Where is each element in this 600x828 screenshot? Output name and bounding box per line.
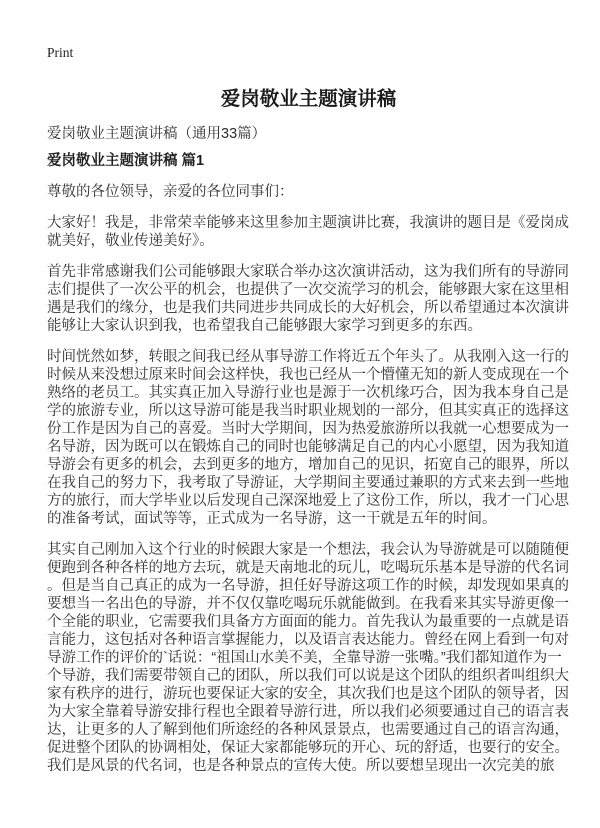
paragraph-salutation: 尊敬的各位领导，亲爱的各位同事们： bbox=[47, 184, 294, 200]
section-heading: 爱岗敬业主题演讲稿 篇1 bbox=[47, 153, 205, 169]
doc-subtitle: 爱岗敬业主题演讲稿（通用33篇） bbox=[47, 126, 267, 142]
paragraph-thanks: 首先非常感谢我们公司能够跟大家联合举办这次演讲活动，这为我们所有的导游同志们提供了一次公平的机会，也提供了一次交流学习的机会，能够跟大家在这里相遇是我们的缘分，也是我们共同进步共同成长的大好机会，所以希望通过本次演讲能够让大家认识到我，也希望我自己能够跟大家学习到更多的东西。 bbox=[47, 264, 569, 334]
page-title: 爱岗敬业主题演讲稿 bbox=[220, 88, 397, 110]
paragraph-guide-skills: 其实自己刚加入这个行业的时候跟大家是一个想法，我会认为导游就是可以随随便便跑到各种各样的地方去玩，就是天南地北的玩儿，吃喝玩乐基本是导游的代名词。但是当自己真正的成为一名导游，担任好导游这项工作的时候，却发现如果真的要想当一名出色的导游，并不仅仅靠吃喝玩乐就能做到。在我看来其实导游更像一个全能的职业，它需要我们具备方方面面的能力。首先我认为最重要的一点就是语言能力，这包括对各种语言掌握能力，以及语言表达能力。曾经在网上看到一句对导游工作的评价的`话说：“祖国山水美不美，全靠导游一张嘴。”我们都知道作为一个导游，我们需要带领自己的团队，所以我们可以说是这个团队的组织者叫组织大家有秩序的进行，游玩也要保证大家的安全，其次我们也是这个团队的领导者，因为大家全靠着导游安排行程也全跟着导游行进，所以我们必须要通过自己的语言表达，让更多的人了解到他们所途经的各种风景景点，也需要通过自己的语言沟通，促进整个团队的协调相处，保证大家都能够玩的开心、玩的舒适，也要行的安全。我们是风景的代名词，也是各种景点的宣传大使。所以要想呈现出一次完美的旅 bbox=[47, 542, 569, 774]
paragraph-career-history: 时间恍然如梦，转眼之间我已经从事导游工作将近五个年头了。从我刚入这一行的时候从来没想过原来时间会这样快，我也已经从一个懵懂无知的新人变成现在一个熟络的老员工。其实真正加入导游行业也是源于一次机缘巧合，因为我本身自己是学的旅游专业，所以这导游可能是我当时职业规划的一部分，但其实真正的选择这份工作是因为自己的喜爱。当时大学期间，因为热爱旅游所以我就一心想要成为一名导游，因为既可以在锻炼自己的同时也能够满足自己的内心小愿望，因为我知道导游会有更多的机会，去到更多的地方，增加自己的见识，拓宽自己的眼界，所以在我自己的努力下，我考取了导游证，大学期间主要通过兼职的方式来去到一些地方的旅行，而大学毕业以后发现自己深深地爱上了这份工作，所以，我才一门心思的准备考试，面试等等，正式成为一名导游，这一干就是五年的时间。 bbox=[47, 349, 569, 527]
paragraph-greeting: 大家好！我是，非常荣幸能够来这里参加主题演讲比赛，我演讲的题目是《爱岗成就美好，敬业传递美好》。 bbox=[47, 215, 569, 249]
print-button[interactable]: Print bbox=[47, 45, 74, 60]
